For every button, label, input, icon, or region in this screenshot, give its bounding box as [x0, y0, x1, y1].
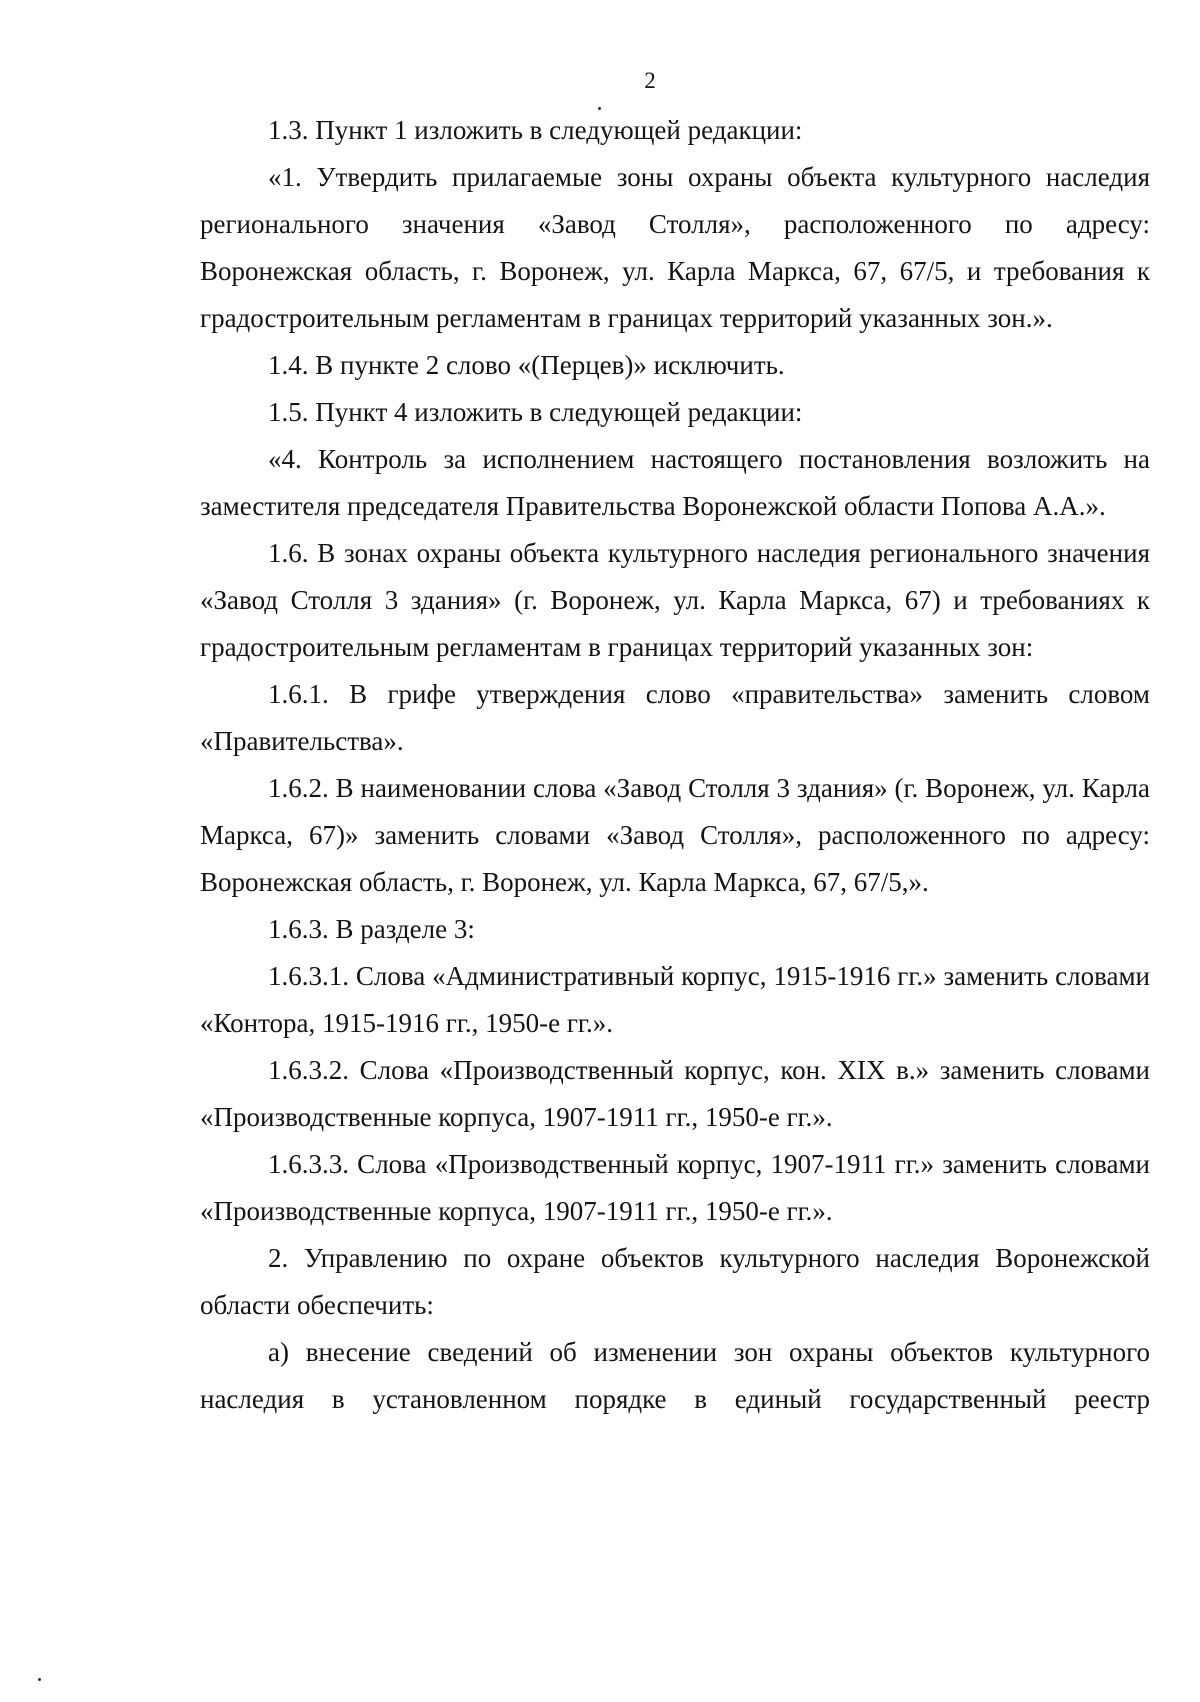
paragraph-2: 2. Управлению по охране объектов культурного наследия Воронежской области обеспечить:	[200, 1243, 1150, 1320]
page-number: 2	[644, 68, 656, 93]
document-body	[200, 107, 1150, 1423]
paragraph-1-6-3: 1.6.3. В разделе 3:	[268, 914, 475, 944]
paragraph-quote-1: «1. Утвердить прилагаемые зоны охраны объекта культурного наследия регионального значения «Завод Столля», расположенного по адресу: Воронежская область, г. Воронеж, ул. Карла Маркса, 67, 67/5, и требования к градостроительным регламентам в границах территорий указанных зон.».	[200, 162, 1150, 333]
paragraph-1-6: 1.6. В зонах охраны объекта культурного наследия регионального значения «Завод Столля 3 здания» (г. Воронеж, ул. Карла Маркса, 67) и требованиях к градостроительным регламентам в границах территорий указанных зон:	[200, 538, 1150, 662]
paragraph-1-3: 1.3. Пункт 1 изложить в следующей редакции:	[268, 115, 803, 145]
paragraph-1-6-3-1: 1.6.3.1. Слова «Административный корпус, 1915-1916 гг.» заменить словами «Контора, 1915-1916 гг., 1950-е гг.».	[200, 961, 1150, 1038]
paragraph-1-6-3-2: 1.6.3.2. Слова «Производственный корпус, кон. XIX в.» заменить словами «Производственные корпуса, 1907-1911 гг., 1950-е гг.».	[200, 1055, 1150, 1132]
scan-speck	[38, 1678, 41, 1681]
paragraph-1-6-1: 1.6.1. В грифе утверждения слово «правительства» заменить словом «Правительства».	[200, 679, 1150, 756]
paragraph-1-6-2: 1.6.2. В наименовании слова «Завод Столля 3 здания» (г. Воронеж, ул. Карла Маркса, 67)» заменить словами «Завод Столля», расположенного по адресу: Воронежская область, г. Воронеж, ул. Карла Маркса, 67, 67/5,».	[200, 773, 1150, 897]
paragraph-2-a: а) внесение сведений об изменении зон охраны объектов культурного наследия в установленном порядке в единый государственный реестр	[200, 1337, 1150, 1414]
paragraph-1-4: 1.4. В пункте 2 слово «(Перцев)» исключить.	[268, 350, 785, 380]
paragraph-1-6-3-3: 1.6.3.3. Слова «Производственный корпус, 1907-1911 гг.» заменить словами «Производственные корпуса, 1907-1911 гг., 1950-е гг.».	[200, 1149, 1150, 1226]
paragraph-1-5: 1.5. Пункт 4 изложить в следующей редакции:	[268, 397, 803, 427]
paragraph-quote-4: «4. Контроль за исполнением настоящего постановления возложить на заместителя председателя Правительства Воронежской области Попова А.А.».	[200, 444, 1150, 521]
